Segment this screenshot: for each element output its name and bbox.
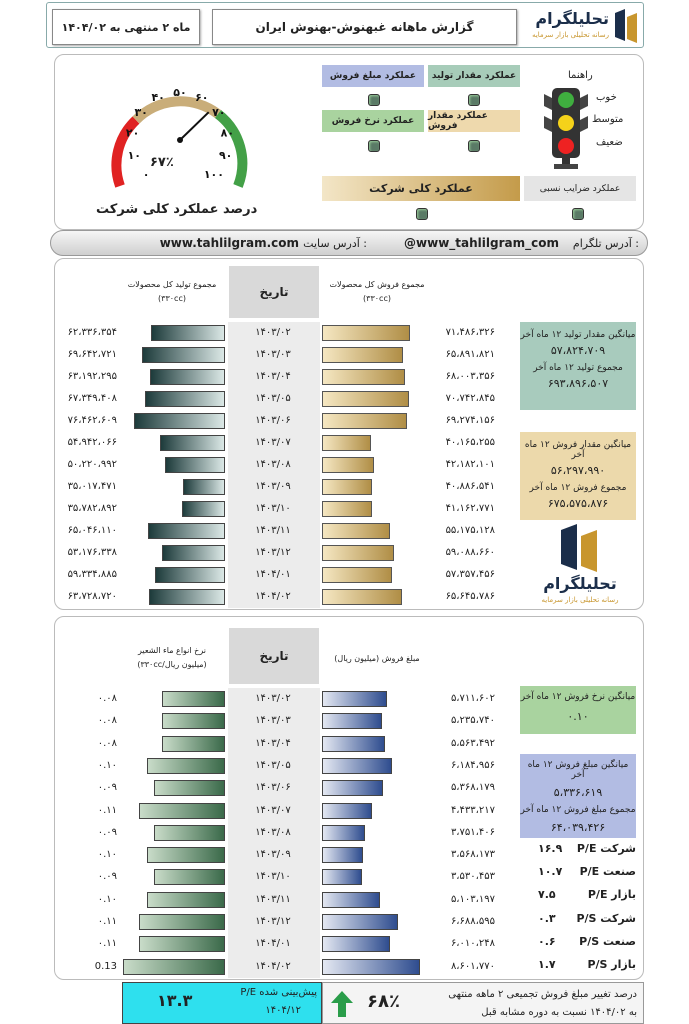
date-cell: ۱۴۰۳/۰۸ bbox=[255, 459, 291, 470]
date-cell: ۱۴۰۳/۱۰ bbox=[255, 503, 291, 514]
date-cell: ۱۴۰۳/۱۱ bbox=[255, 525, 291, 536]
t2-date-header: تاریخ bbox=[229, 628, 319, 684]
ratio-row bbox=[520, 935, 636, 957]
amount-value: ۵،۳۶۸،۱۷۹ bbox=[450, 782, 495, 794]
sales-bar bbox=[322, 413, 407, 429]
indicator-sales-amount bbox=[368, 94, 380, 106]
sales-bar bbox=[322, 545, 394, 561]
date-cell: ۱۴۰۳/۰۲ bbox=[255, 693, 291, 704]
rate-bar bbox=[147, 758, 225, 774]
production-value: ۶۷،۳۴۹،۴۰۸ bbox=[67, 393, 117, 404]
sales-change-line2: به ۱۴۰۴/۰۲ نسبت به دوره مشابه قبل bbox=[481, 1007, 637, 1018]
sales-value: ۵۵،۱۷۵،۱۲۸ bbox=[445, 525, 495, 536]
ratio-row bbox=[520, 865, 636, 887]
sales-bar bbox=[322, 523, 390, 539]
production-bar bbox=[162, 545, 225, 561]
indicator-sales-quantity bbox=[468, 140, 480, 152]
rate-value: ۰.۱۰ bbox=[97, 849, 117, 861]
date-cell: ۱۴۰۳/۰۴ bbox=[255, 737, 291, 749]
sales-bar bbox=[322, 457, 374, 473]
sales-bar bbox=[322, 501, 372, 517]
amount-value: ۳،۵۶۸،۱۷۳ bbox=[450, 849, 495, 861]
amount-bar bbox=[322, 736, 385, 752]
sales-bar bbox=[322, 435, 371, 451]
date-cell: ۱۴۰۳/۱۱ bbox=[255, 893, 291, 905]
production-value: ۷۶،۴۶۲،۶۰۹ bbox=[67, 415, 117, 426]
production-bar bbox=[145, 391, 225, 407]
sales-value: ۵۹،۰۸۸،۶۶۰ bbox=[445, 547, 495, 558]
amount-bar bbox=[322, 959, 420, 975]
sales-value: ۷۱،۴۸۶،۳۲۶ bbox=[445, 327, 495, 338]
rate-value: ۰.۱۱ bbox=[97, 938, 117, 950]
ratio-label: P/E شرکت bbox=[576, 842, 636, 855]
rate-value: ۰.۱۱ bbox=[97, 916, 117, 927]
production-bar bbox=[165, 457, 225, 473]
amount-bar bbox=[322, 780, 383, 796]
report-header bbox=[46, 2, 644, 48]
production-value: ۳۵،۷۸۲،۸۹۲ bbox=[67, 503, 117, 514]
date-cell: ۱۴۰۴/۰۱ bbox=[255, 569, 291, 580]
sales-bar bbox=[322, 391, 409, 407]
date-cell: ۱۴۰۳/۰۷ bbox=[255, 437, 291, 448]
performance-gauge bbox=[100, 78, 260, 198]
legend-ratios: عملکرد ضرایب نسبی bbox=[524, 176, 636, 201]
ratio-value: ۱.۷ bbox=[538, 958, 556, 971]
rate-bar bbox=[154, 825, 225, 841]
sales-value: ۶۵،۶۴۵،۷۸۶ bbox=[445, 591, 495, 602]
ratio-value: ۰.۶ bbox=[538, 934, 556, 948]
date-cell: ۱۴۰۳/۰۶ bbox=[255, 782, 291, 794]
t1-summary-sales: میانگین مقدار فروش ۱۲ ماه آخر ۵۶،۲۹۷،۹۹۰ مجموع فروش ۱۲ ماه آخر ۶۷۵،۵۷۵،۸۷۶ bbox=[520, 432, 636, 520]
t2-rate-header: نرخ انواع ماء الشعیر (۳۳۰cc/میلیون ریال) bbox=[137, 646, 207, 669]
date-cell: ۱۴۰۳/۰۶ bbox=[255, 415, 291, 426]
production-value: ۶۳،۱۹۲،۲۹۵ bbox=[67, 371, 117, 382]
date-cell: ۱۴۰۳/۱۲ bbox=[255, 547, 291, 558]
rate-value: ۰.۰۸ bbox=[97, 715, 117, 727]
production-value: ۶۹،۶۴۲،۷۲۱ bbox=[67, 349, 117, 360]
sales-value: ۶۸،۰۰۳،۳۵۶ bbox=[445, 371, 495, 382]
rate-value: ۰.۰۸ bbox=[97, 693, 117, 704]
rate-value: ۰.۱۰ bbox=[97, 759, 117, 771]
t1-summary-production: میانگین مقدار تولید ۱۲ ماه آخر ۵۷،۸۲۴،۷۰۹ مجموع تولید ۱۲ ماه آخر ۶۹۳،۸۹۶،۵۰۷ bbox=[520, 322, 636, 410]
amount-value: ۵،۲۳۵،۷۴۰ bbox=[450, 715, 495, 727]
sales-value: ۴۰،۸۸۶،۵۴۱ bbox=[445, 481, 495, 492]
production-bar bbox=[142, 347, 225, 363]
sales-value: ۴۰،۱۶۵،۲۵۵ bbox=[445, 437, 495, 448]
brand-name: تحلیلگرام bbox=[535, 9, 609, 28]
ratio-value: ۰.۳ bbox=[538, 911, 556, 925]
production-bar bbox=[149, 589, 225, 605]
date-cell: ۱۴۰۳/۰۵ bbox=[255, 759, 291, 771]
sales-bar bbox=[322, 479, 372, 495]
gauge-tick: ۴۰ bbox=[151, 91, 165, 105]
ratio-row bbox=[520, 958, 636, 980]
sales-value: ۶۹،۲۷۴،۱۵۶ bbox=[445, 415, 495, 426]
forecast-pe-value: ۱۳.۳ bbox=[157, 991, 193, 1010]
rate-bar bbox=[147, 892, 225, 908]
amount-value: ۶،۱۸۴،۹۵۶ bbox=[450, 759, 495, 771]
legend-sales-amount: عملکرد مبلغ فروش bbox=[322, 65, 424, 87]
rate-bar bbox=[162, 691, 225, 707]
rate-bar bbox=[139, 803, 225, 819]
date-cell: ۱۴۰۳/۰۲ bbox=[255, 327, 291, 338]
ratio-value: ۱۶.۹ bbox=[538, 842, 563, 855]
production-bar bbox=[155, 567, 225, 583]
t2-summary-rate: میانگین نرخ فروش ۱۲ ماه آخر ۰.۱۰ bbox=[520, 686, 636, 734]
amount-bar bbox=[322, 691, 387, 707]
sales-bar bbox=[322, 347, 403, 363]
sales-bar bbox=[322, 567, 392, 583]
rate-value: ۰.۱۱ bbox=[97, 804, 117, 816]
t1-date-header: تاریخ bbox=[229, 266, 319, 318]
production-bar bbox=[150, 369, 225, 385]
rate-bar bbox=[139, 936, 225, 952]
date-cell: ۱۴۰۳/۰۴ bbox=[255, 371, 291, 382]
t2-summary-amount: میانگین مبلغ فروش ۱۲ ماه آخر ۵،۳۳۶،۶۱۹ مجموع مبلغ فروش ۱۲ ماه آخر ۶۴،۰۳۹،۴۲۶ bbox=[520, 754, 636, 838]
rate-value: ۰.۱۰ bbox=[97, 893, 117, 905]
sales-value: ۶۵،۸۹۱،۸۲۱ bbox=[445, 349, 495, 360]
gauge-tick: ۸۰ bbox=[220, 126, 235, 140]
indicator-production bbox=[468, 94, 480, 106]
date-cell: ۱۴۰۴/۰۱ bbox=[255, 938, 291, 950]
arrow-up-icon bbox=[331, 991, 353, 1017]
legend-title: راهنما bbox=[568, 70, 593, 81]
telegram-link[interactable]: @www_tahlilgram_com bbox=[404, 236, 559, 250]
sales-change-value: ۶۸٪ bbox=[367, 991, 400, 1012]
amount-bar bbox=[322, 914, 398, 930]
legend-weak: ضعیف bbox=[596, 137, 623, 148]
gauge-tick: ۵۰ bbox=[173, 86, 187, 99]
legend-sales-quantity: عملکرد مقدار فروش bbox=[428, 110, 520, 132]
brand-logo bbox=[529, 7, 639, 45]
t1-sales-header: مجموع فروش کل محصولات (۳۳۰cc) bbox=[329, 280, 425, 303]
amount-bar bbox=[322, 825, 365, 841]
rate-value: ۰.۰۹ bbox=[97, 782, 117, 794]
brand-logo-large: تحلیلگرام رسانه تحلیلی بازار سرمایه bbox=[530, 524, 630, 608]
ratio-row bbox=[520, 912, 636, 934]
sales-bar bbox=[322, 589, 402, 605]
production-value: ۳۵،۰۱۷،۴۷۱ bbox=[67, 481, 117, 492]
legend-overall: عملکرد کلی شرکت bbox=[322, 176, 520, 201]
amount-value: ۵،۵۶۳،۴۹۲ bbox=[450, 737, 495, 749]
gauge-caption: درصد عملکرد کلی شرکت bbox=[96, 202, 258, 217]
date-cell: ۱۴۰۳/۱۲ bbox=[255, 916, 291, 927]
gauge-value: ۶۷٪ bbox=[150, 155, 174, 170]
sales-value: ۴۲،۱۸۲،۱۰۱ bbox=[445, 459, 495, 470]
rate-bar bbox=[154, 780, 225, 796]
indicator-sales-rate bbox=[368, 140, 380, 152]
amount-bar bbox=[322, 713, 382, 729]
production-value: ۶۵،۰۴۶،۱۱۰ bbox=[67, 525, 117, 536]
legend-sales-rate: عملکرد نرخ فروش bbox=[322, 110, 424, 132]
amount-value: ۵،۱۰۳،۱۹۷ bbox=[450, 893, 495, 905]
sales-value: ۴۱،۱۶۲،۷۷۱ bbox=[445, 503, 495, 514]
amount-value: ۵،۷۱۱،۶۰۲ bbox=[450, 693, 495, 704]
gauge-needle bbox=[180, 112, 209, 140]
amount-value: ۳،۷۵۱،۴۰۶ bbox=[450, 826, 495, 838]
brand-subtitle: رسانه تحلیلی بازار سرمایه bbox=[532, 31, 609, 39]
amount-bar bbox=[322, 803, 372, 819]
production-bar bbox=[183, 479, 225, 495]
ratio-value: ۱۰.۷ bbox=[538, 865, 563, 879]
production-bar bbox=[182, 501, 225, 517]
ratio-label: P/S بازار bbox=[587, 958, 636, 971]
table-row bbox=[55, 410, 635, 432]
legend-good: خوب bbox=[596, 92, 617, 103]
rate-bar bbox=[123, 959, 225, 975]
address-bar bbox=[50, 230, 648, 256]
amount-value: ۳،۵۳۰،۴۵۳ bbox=[450, 871, 495, 883]
production-bar bbox=[160, 435, 225, 451]
amount-bar bbox=[322, 869, 362, 885]
rate-bar bbox=[154, 869, 225, 885]
production-value: ۵۳،۱۷۶،۳۳۸ bbox=[67, 547, 117, 558]
rate-bar bbox=[162, 713, 225, 729]
indicator-overall bbox=[416, 208, 428, 220]
ratio-row bbox=[520, 888, 636, 910]
ratio-row bbox=[520, 842, 636, 864]
table-row bbox=[55, 733, 635, 755]
date-cell: ۱۴۰۳/۰۹ bbox=[255, 481, 291, 492]
date-cell: ۱۴۰۳/۰۹ bbox=[255, 849, 291, 861]
ratio-value: ۷.۵ bbox=[538, 888, 556, 902]
site-link[interactable]: www.tahlilgram.com bbox=[159, 236, 299, 250]
t1-prod-header: مجموع تولید کل محصولات (۳۳۰cc) bbox=[127, 280, 217, 303]
gauge-tick: ۹۰ bbox=[218, 148, 233, 162]
site-label: آدرس سایت : bbox=[303, 237, 367, 250]
forecast-pe-box bbox=[122, 982, 322, 1024]
sales-value: ۵۷،۳۵۷،۴۵۶ bbox=[445, 569, 495, 580]
production-value: ۶۲،۳۳۶،۳۵۴ bbox=[67, 327, 117, 338]
telegram-label: آدرس تلگرام : bbox=[572, 237, 639, 250]
rate-bar bbox=[139, 914, 225, 930]
sales-change-line1: درصد تغییر مبلغ فروش تجمیعی ۲ ماهه منتهی bbox=[448, 989, 637, 1000]
gauge-tick: ۱۰۰ bbox=[203, 167, 224, 181]
brand-logo-icon bbox=[613, 9, 639, 43]
rate-bar bbox=[162, 736, 225, 752]
amount-value: ۶،۰۱۰،۲۴۸ bbox=[450, 938, 495, 950]
brand-logo-large-icon bbox=[559, 524, 601, 572]
gauge-tick: ۰ bbox=[142, 167, 150, 181]
date-cell: ۱۴۰۳/۰۸ bbox=[255, 826, 291, 838]
rate-value: ۰.۰۹ bbox=[97, 826, 117, 838]
t2-amount-header: مبلغ فروش (میلیون ریال) bbox=[334, 654, 420, 663]
gauge-tick: ۷۰ bbox=[212, 105, 226, 119]
date-cell: ۱۴۰۳/۰۳ bbox=[255, 715, 291, 727]
ratio-label: P/E صنعت bbox=[579, 865, 636, 879]
ratio-label: P/E بازار bbox=[587, 888, 636, 902]
forecast-pe-label: P/E پیش‌بینی شده bbox=[240, 987, 317, 998]
report-period: ماه ۲ منتهی به ۱۴۰۴/۰۲ bbox=[52, 9, 200, 45]
rate-value: ۰.۰۸ bbox=[97, 737, 117, 749]
sales-value: ۷۰،۷۴۲،۸۴۵ bbox=[445, 393, 495, 404]
rate-value: 0.13 bbox=[94, 960, 117, 972]
indicator-ratios bbox=[572, 208, 584, 220]
gauge-tick: ۲۰ bbox=[125, 126, 140, 140]
amount-value: ۸،۶۰۱،۷۷۰ bbox=[450, 960, 495, 972]
legend-production: عملکرد مقدار تولید bbox=[428, 65, 520, 87]
report-title: گزارش ماهانه غبهنوش-بهنوش ایران bbox=[212, 9, 517, 45]
date-cell: ۱۴۰۳/۱۰ bbox=[255, 871, 291, 883]
forecast-pe-date: ۱۴۰۴/۱۲ bbox=[265, 1005, 301, 1016]
date-cell: ۱۴۰۴/۰۲ bbox=[255, 591, 291, 602]
amount-bar bbox=[322, 758, 392, 774]
production-value: ۵۰،۲۲۰،۹۹۲ bbox=[67, 459, 117, 470]
legend-medium: متوسط bbox=[592, 114, 624, 125]
production-value: ۶۳،۷۲۸،۷۲۰ bbox=[67, 591, 117, 602]
sales-change-box bbox=[322, 982, 644, 1024]
rate-bar bbox=[147, 847, 225, 863]
amount-value: ۴،۴۳۳،۲۱۷ bbox=[450, 804, 495, 816]
date-cell: ۱۴۰۳/۰۷ bbox=[255, 804, 291, 816]
gauge-tick: ۱۰ bbox=[127, 148, 142, 162]
amount-bar bbox=[322, 936, 390, 952]
gauge-hub bbox=[177, 137, 183, 143]
date-cell: ۱۴۰۳/۰۳ bbox=[255, 349, 291, 360]
production-value: ۵۹،۳۳۴،۸۸۵ bbox=[67, 569, 117, 580]
amount-bar bbox=[322, 892, 380, 908]
amount-bar bbox=[322, 847, 363, 863]
amount-value: ۶،۶۸۸،۵۹۵ bbox=[450, 916, 495, 927]
date-cell: ۱۴۰۳/۰۵ bbox=[255, 393, 291, 404]
production-bar bbox=[151, 325, 225, 341]
traffic-light-icon bbox=[544, 86, 588, 170]
production-value: ۵۴،۹۴۲،۰۶۶ bbox=[67, 437, 117, 448]
ratio-label: P/S شرکت bbox=[576, 911, 636, 925]
sales-bar bbox=[322, 369, 405, 385]
ratio-label: P/S صنعت bbox=[579, 934, 636, 948]
rate-value: ۰.۰۹ bbox=[97, 871, 117, 883]
production-bar bbox=[134, 413, 225, 429]
production-bar bbox=[148, 523, 225, 539]
date-cell: ۱۴۰۴/۰۲ bbox=[255, 960, 291, 972]
gauge-tick: ۳۰ bbox=[134, 105, 148, 119]
gauge-tick: ۶۰ bbox=[195, 91, 209, 105]
sales-bar bbox=[322, 325, 410, 341]
